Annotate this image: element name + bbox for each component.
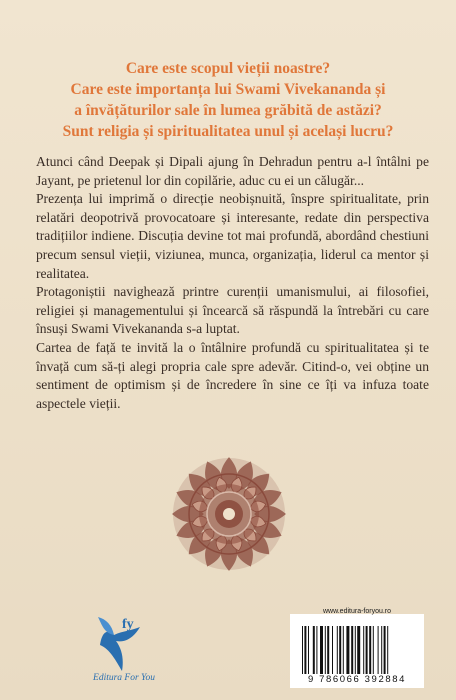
publisher-name: Editura For You <box>93 673 155 683</box>
question-line: a învățăturilor sale în lumea grăbită de astăzi? <box>74 102 382 119</box>
question-block <box>20 58 436 142</box>
barcode <box>290 608 424 688</box>
blurb-paragraph: Atunci când Deepak și Dipali ajung în Dehradun pentru a-l întâlni pe Jayant, pe prietenul lor din copilărie, aduc cu ei un călugăr... <box>36 154 429 188</box>
blurb-text <box>36 153 429 413</box>
publisher-url: www.editura-foryou.ro <box>322 608 392 615</box>
blurb-paragraph: Cartea de față te invită la o întâlnire profundă cu spiritualitatea și te învață cum să-ți alegi propria cale spre adevăr. Citind-o, vei obține un sentiment de optimism și de încredere în sine ce îți va infuza toate aspectele vieții. <box>36 339 429 411</box>
publisher-logo-text: fy <box>122 617 134 632</box>
blurb-paragraph: Prezența lui imprimă o direcție neobișnuită, înspre spiritualitate, prin relatări deopotrivă provocatoare și interesante, redate din perspectiva tradițiilor indiene. Discuția devine tot mai profundă, abordând chestiuni precum sensul vieții, viziunea, munca, organizația, liderul ca mentor și realitatea. <box>36 191 429 281</box>
question-line: Care este importanța lui Swami Vivekananda și <box>70 81 386 98</box>
mandala-ornament-icon <box>171 456 287 572</box>
question-line: Sunt religia și spiritualitatea unul și același lucru? <box>62 123 394 140</box>
publisher-logo <box>92 615 155 695</box>
isbn-number: 9 786066 392884 <box>308 674 406 685</box>
question-line: Care este scopul vieții noastre? <box>125 60 331 77</box>
barcode-bars <box>302 626 418 674</box>
blurb-paragraph: Protagoniștii navighează printre curenții umanismului, ai filosofiei, religiei și managementului și încearcă să răspundă la întrebări cu care însuși Swami Vivekananda s-a luptat. <box>36 284 429 337</box>
